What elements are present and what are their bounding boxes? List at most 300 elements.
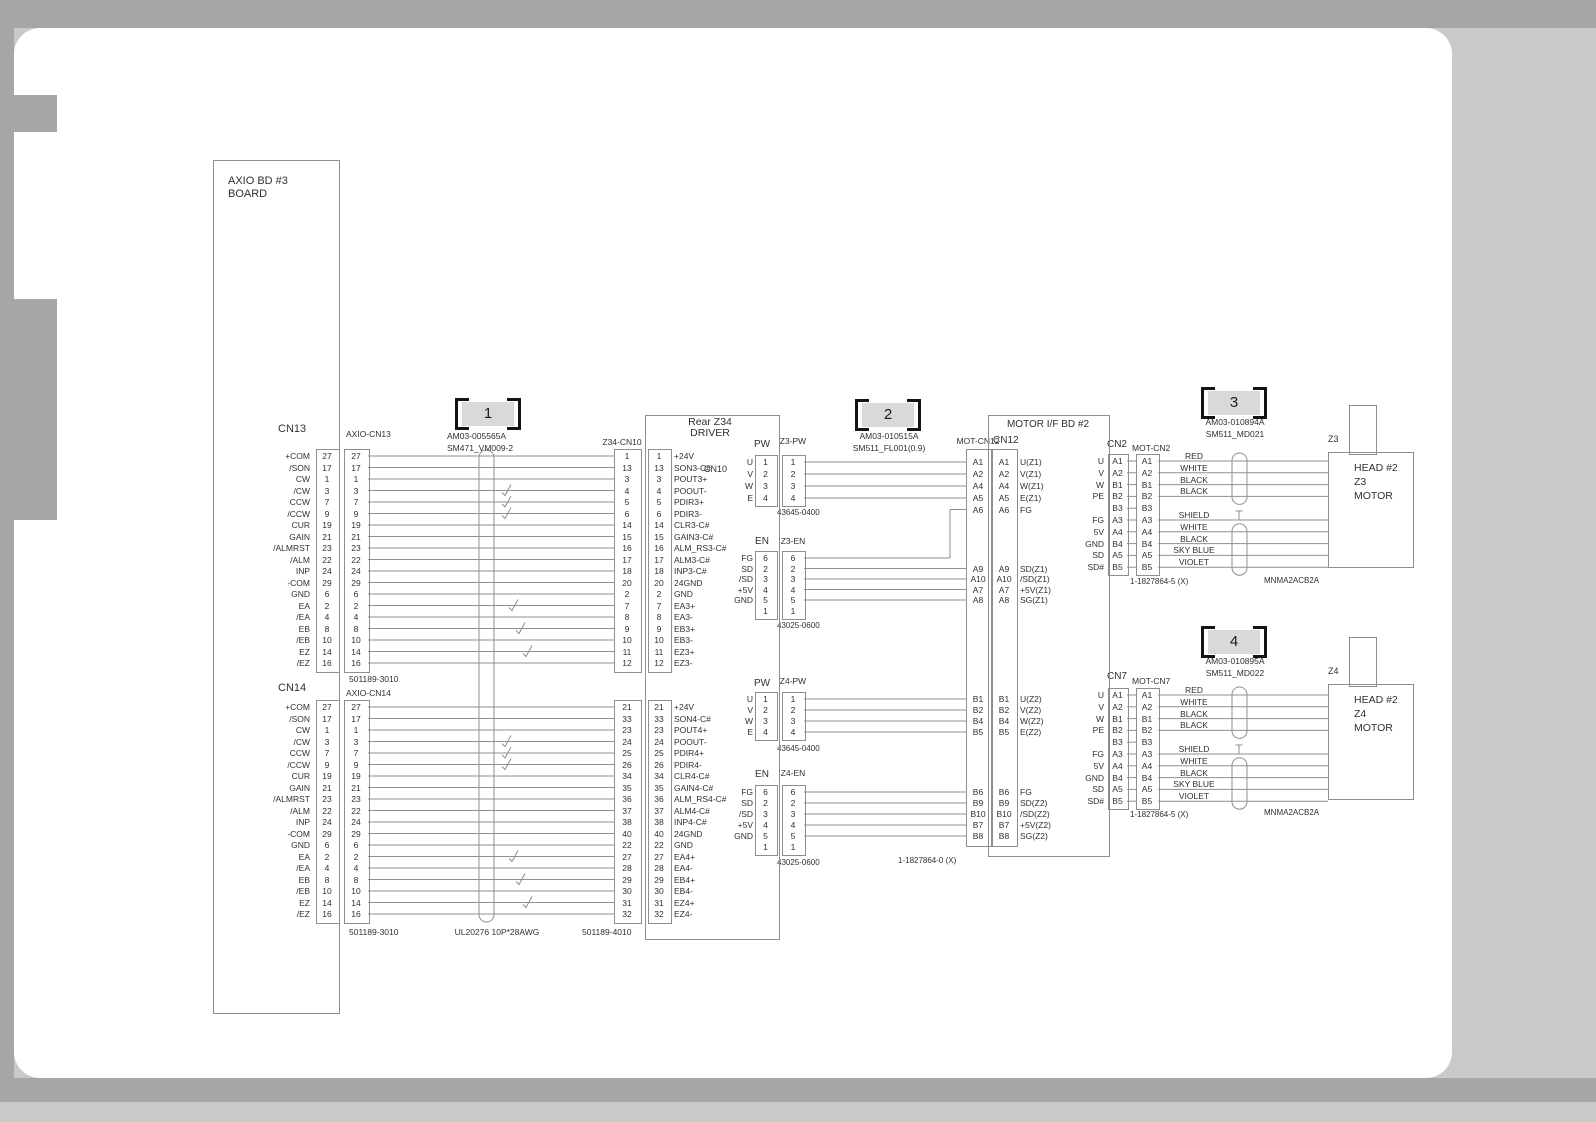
mot-cn-pin-number: A5 (1141, 784, 1153, 795)
cable-3-part2: SM511_MD021 (1205, 429, 1265, 439)
cn-pin-number: A4 (1112, 526, 1123, 537)
z34-cn10-pin-number: 9 (624, 623, 630, 634)
driver-pw-z3-header: PW (753, 439, 771, 450)
mot-cn-pin-number: B4 (1141, 538, 1153, 549)
driver-z4-signal-label: GAIN4-C# (674, 782, 714, 793)
driver-z4-signal-label: POUT4+ (674, 725, 708, 735)
z34-cn10-pin-number: 2 (624, 589, 630, 599)
cn-pin-number: B2 (1112, 491, 1123, 502)
cn14-pin-number: 16 (322, 909, 332, 919)
cn12-pin-number: A4 (998, 481, 1010, 491)
cable-1-part2: SM471_VM009-2 (447, 443, 514, 453)
driver-pin-number: 7 (656, 600, 662, 611)
en-signal-label: GND (734, 595, 753, 605)
wire-color-label: BLACK (1180, 533, 1208, 544)
driver-pin-number: 26 (654, 759, 664, 770)
z4-motor-part: MNMA2ACB2A (1264, 808, 1320, 817)
cn13-signal-label: INP (295, 566, 310, 576)
z3-motor-connector-stub (1349, 405, 1377, 455)
cn12-pin-number: B6 (998, 787, 1010, 797)
cn12-signal-label: W(Z1) (1020, 481, 1044, 491)
pw-pin-number: 3 (763, 481, 768, 491)
cn13-pin-number: 9 (324, 508, 330, 519)
z4-en-pin-number: 4 (790, 820, 796, 830)
cn14-pin-number: 21 (322, 782, 332, 793)
cn13-signal-label: /CW (293, 485, 310, 496)
z3-pw-pin-number: 3 (790, 481, 796, 491)
cn14-signal-label: CCW (289, 748, 310, 758)
z3-label: Z3 (1328, 434, 1339, 444)
cable-1-part1: AM03-005565A (447, 431, 507, 441)
cn13-signal-label: /EB (296, 635, 310, 645)
mot-cn7-header: MOT-CN7 (1132, 676, 1171, 686)
mot-cn7-part: 1-1827864-5 (X) (1130, 810, 1189, 819)
axio-cn13-pin-number: 14 (351, 646, 361, 657)
pw-pin-number: 2 (763, 705, 768, 715)
driver-z4-signal-label: EA4+ (674, 851, 696, 862)
cn14-signal-label: INP (295, 817, 310, 827)
cn12-signal-label: /SD(Z1) (1020, 574, 1050, 584)
cn13-signal-label: EA (298, 600, 310, 611)
z34-cn10-pin-number: 26 (622, 759, 632, 770)
driver-pin-number: 38 (654, 817, 664, 827)
driver-z3-signal-label: CLR3-C# (674, 520, 710, 530)
pw-signal-label: U (746, 457, 753, 467)
cable-2-part1: AM03-010515A (859, 431, 919, 441)
z34-cn10-pin-number: 18 (622, 566, 632, 576)
pw-signal-label: E (747, 493, 753, 503)
driver-en-z4-header: EN (755, 769, 769, 780)
driver-z4-signal-label: EZ4+ (674, 897, 695, 908)
cn-pin-number: A2 (1112, 467, 1123, 478)
en-pin-number: 4 (763, 820, 768, 830)
z34-cn10-pin-number: 38 (622, 817, 632, 827)
axio-cn13-pin-number: 8 (353, 623, 359, 634)
axio-cn14-pin-number: 21 (351, 782, 361, 793)
driver-z3-signal-label: EZ3- (674, 658, 693, 668)
axio-cn14-pin-number: 24 (351, 817, 361, 827)
cn12-signal-label: FG (1020, 504, 1032, 515)
cn12-signal-label: SD(Z2) (1020, 798, 1048, 808)
mot-cn-pin-number: B5 (1141, 796, 1153, 807)
cn-signal-label: FG (1092, 515, 1104, 525)
cn14-pin-number: 6 (324, 840, 330, 850)
z3-en-pin-number: 1 (790, 605, 796, 616)
axio-cn14-pin-number: 4 (353, 863, 359, 873)
scan-top-band (0, 0, 1596, 28)
cn14-pin-number: 22 (322, 805, 332, 816)
cn-signal-label: V (1098, 467, 1104, 478)
cn14-signal-label: /EZ (296, 909, 310, 919)
en-pin-number: 3 (763, 574, 768, 584)
cable-4-tag (1208, 630, 1260, 654)
cn14-signal-label: EA (298, 851, 310, 862)
cable-2-number: 2 (883, 406, 893, 423)
wire-color-label: RED (1185, 451, 1203, 461)
z34-cn10-pin-number: 15 (622, 531, 632, 542)
cn7-header: CN7 (1106, 671, 1127, 682)
cn14-pin-number: 9 (324, 759, 330, 770)
cn13-pin-number: 10 (322, 635, 332, 645)
z4-pw-pin-number: 4 (790, 727, 796, 737)
axio-cn14-pin-number: 6 (353, 840, 359, 850)
z3-en-header: Z3-EN (780, 536, 806, 546)
cn13-signal-label: /CCW (287, 508, 310, 519)
driver-pin-number: 17 (654, 554, 664, 565)
cn13-part-number: 501189-3010 (349, 674, 399, 684)
cn-pin-number: B5 (1112, 562, 1123, 573)
driver-pin-number: 29 (654, 874, 664, 885)
wire-color-label: SHIELD (1178, 744, 1210, 754)
en-pin-number: 6 (763, 553, 768, 563)
cable-4-part1: AM03-010895A (1205, 656, 1265, 666)
cn14-pin-number: 8 (324, 874, 330, 885)
driver-z4-signal-label: POOUT- (674, 736, 707, 747)
mot-cn12-pin-number: B10 (970, 809, 986, 819)
cn13-signal-label: CUR (291, 520, 310, 530)
driver-pin-number: 14 (654, 520, 664, 530)
z34-cn10-pin-number: 31 (622, 897, 632, 908)
z4-motor-connector-stub (1349, 637, 1377, 687)
driver-z4-signal-label: ALM4-C# (674, 805, 710, 816)
wire-color-label: SKY BLUE (1173, 545, 1215, 556)
scan-left-tab-small (0, 95, 57, 132)
z3-en-pin-number: 2 (790, 563, 796, 574)
axio-cn14-pin-number: 3 (353, 736, 359, 747)
z3-motor-part: MNMA2ACB2A (1264, 576, 1320, 585)
cn12-signal-label: U(Z1) (1020, 457, 1042, 467)
driver-pin-number: 3 (656, 474, 662, 484)
z3-pw-pin-number: 2 (790, 469, 796, 479)
driver-cn10-label: CN10 (704, 464, 728, 474)
cn-signal-label: SD (1092, 550, 1104, 561)
cn12-signal-label: U(Z2) (1020, 694, 1042, 704)
mot-cn-pin-number: A5 (1141, 550, 1153, 561)
cn-signal-label: 5V (1093, 760, 1104, 771)
mot-cn-pin-number: A3 (1141, 515, 1153, 525)
driver-pin-number: 4 (656, 485, 662, 496)
en-signal-label: /SD (738, 574, 753, 584)
bracket-right-icon (507, 398, 521, 430)
cn13-signal-label: /ALMRST (273, 543, 310, 553)
driver-pin-number: 31 (654, 897, 664, 908)
cn-pin-number: B5 (1112, 796, 1123, 807)
driver-z3-signal-label: +24V (674, 451, 695, 461)
driver-z3-signal-label: EA3- (674, 612, 693, 622)
axio-cn14-pin-number: 14 (351, 897, 361, 908)
pw-pin-number: 3 (763, 716, 768, 726)
driver-pin-number: 24 (654, 736, 664, 747)
cn14-signal-label: EB (298, 874, 310, 885)
axio-cn13-pin-number: 23 (351, 543, 361, 553)
cn14-pin-number: 19 (322, 771, 332, 781)
driver-pin-number: 30 (654, 886, 664, 896)
cn13-signal-label: GND (291, 589, 310, 599)
en-pin-number: 2 (763, 563, 768, 574)
cn14-pin-number: 27 (322, 702, 332, 712)
z34-cn10-pin-number: 24 (622, 736, 632, 747)
pw-pin-number: 2 (763, 469, 768, 479)
mot-cn-pin-number: A1 (1141, 456, 1153, 466)
axio-cn14-pin-number: 23 (351, 794, 361, 804)
mot-cn12-part: 1-1827864-0 (X) (898, 856, 957, 865)
cn13-pin-number: 2 (324, 600, 330, 611)
wire-color-label: BLACK (1180, 486, 1208, 497)
cn-pin-number: A3 (1112, 749, 1123, 759)
en-signal-label: +5V (737, 584, 753, 595)
z34-cn10-pin-number: 4 (624, 485, 630, 496)
mot-cn12-pin-number: A10 (970, 574, 986, 584)
z4-en-pin-number: 6 (790, 787, 796, 797)
cn13-signal-label: EZ (299, 646, 310, 657)
driver-z3-signal-label: GND (674, 589, 693, 599)
z34-cn10-pin-number: 36 (622, 794, 632, 804)
cn-signal-label: PE (1092, 491, 1104, 502)
cn-signal-label: W (1095, 479, 1104, 490)
cn-pin-number: B3 (1112, 737, 1123, 748)
cn12-pin-number: A10 (996, 574, 1012, 584)
driver-z3-signal-label: ALM3-C# (674, 554, 710, 565)
driver-pw-z4-header: PW (753, 678, 771, 689)
pw-signal-label: W (744, 481, 753, 491)
z34-cn10-pin-number: 5 (624, 497, 630, 507)
mot-cn12-pin-number: B8 (972, 831, 984, 841)
driver-z4-signal-label: PDIR4+ (674, 748, 704, 758)
driver-pin-number: 22 (654, 840, 664, 850)
z3-pw-header: Z3-PW (779, 436, 807, 446)
z3-en-pin-number: 4 (790, 584, 796, 595)
axio-cn13-pin-number: 16 (351, 658, 361, 668)
cn14-pin-number: 17 (322, 713, 332, 724)
z4-pw-part: 43645-0400 (777, 744, 820, 753)
driver-pin-number: 8 (656, 612, 662, 622)
z4-pw-pin-number: 1 (790, 694, 796, 704)
cn-signal-label: PE (1092, 725, 1104, 736)
cn14-signal-label: CW (295, 725, 310, 735)
z3-motor-text-1: HEAD #2 (1354, 462, 1398, 474)
cn12-header: CN12 (993, 435, 1019, 446)
cable-1-tag (462, 402, 514, 426)
cn-pin-number: A4 (1112, 760, 1123, 771)
cn14-signal-label: -COM (287, 828, 310, 839)
bracket-right-icon (907, 399, 921, 431)
en-pin-number: 4 (763, 584, 768, 595)
wire-color-label: RED (1185, 685, 1203, 695)
z34-cn10-pin-number: 25 (622, 748, 632, 758)
cn-signal-label: GND (1085, 772, 1104, 783)
driver-pin-number: 27 (654, 851, 664, 862)
driver-pin-number: 28 (654, 863, 664, 873)
driver-z4-signal-label: PDIR4- (674, 759, 702, 770)
cn13-pin-number: 22 (322, 554, 332, 565)
z34-cn10-pin-number: 6 (624, 508, 630, 519)
pw-signal-label: V (747, 469, 753, 479)
cn-signal-label: GND (1085, 538, 1104, 549)
cn12-signal-label: SG(Z1) (1020, 595, 1048, 605)
driver-z4-signal-label: EB4- (674, 886, 693, 896)
cable-3-number: 3 (1229, 394, 1239, 411)
mot-cn12-pin-number: A4 (972, 481, 984, 491)
cn-signal-label: SD (1092, 784, 1104, 795)
cn12-signal-label: W(Z2) (1020, 716, 1044, 726)
axio-cn13-header: AXIO-CN13 (346, 429, 391, 439)
mot-cn-pin-number: A2 (1141, 467, 1153, 478)
cn14-signal-label: /CCW (287, 759, 310, 770)
driver-z4-signal-label: 24GND (674, 828, 703, 839)
cn13-header: CN13 (278, 423, 307, 435)
cn14-signal-label: +COM (285, 702, 310, 712)
z3-en-part: 43025-0600 (777, 621, 820, 630)
axio-cn13-pin-number: 3 (353, 485, 359, 496)
driver-z4-signal-label: EZ4- (674, 909, 693, 919)
z34-cn10-pin-number: 7 (624, 600, 630, 611)
z4-en-part: 43025-0600 (777, 858, 820, 867)
driver-pin-number: 23 (654, 725, 664, 735)
pw-signal-label: U (746, 694, 753, 704)
z34-cn10-pin-number: 12 (622, 658, 632, 668)
z34-cn10-part-number: 501189-4010 (582, 927, 632, 937)
cn13-signal-label: EB (298, 623, 310, 634)
cn13-pin-number: 17 (322, 462, 332, 473)
cn13-pin-number: 27 (322, 451, 332, 461)
z34-cn10-pin-number: 34 (622, 771, 632, 781)
z34-cn10-pin-number: 10 (622, 635, 632, 645)
board-title-line2: BOARD (228, 188, 268, 200)
z34-cn10-pin-number: 37 (622, 805, 632, 816)
driver-z4-signal-label: INP4-C# (674, 817, 707, 827)
en-signal-label: FG (741, 553, 753, 563)
cn13-pin-number: 23 (322, 543, 332, 553)
z3-motor-box (1328, 452, 1414, 568)
en-pin-number: 1 (763, 605, 768, 616)
z34-cn10-pin-number: 11 (622, 646, 632, 657)
driver-z3-signal-label: EB3- (674, 635, 693, 645)
cn13-signal-label: CW (295, 474, 310, 484)
z34-cn10-header: Z34-CN10 (602, 437, 642, 447)
cn14-signal-label: /CW (293, 736, 310, 747)
driver-pin-number: 20 (654, 577, 664, 588)
z34-cn10-pin-number: 30 (622, 886, 632, 896)
mot-cn2-part: 1-1827864-5 (X) (1130, 577, 1189, 586)
driver-pin-number: 5 (656, 497, 662, 507)
z4-motor-text-1: HEAD #2 (1354, 694, 1398, 706)
driver-pin-number: 40 (654, 828, 664, 839)
driver-pin-number: 2 (656, 589, 662, 599)
mot-cn12-pin-number: B4 (972, 716, 984, 726)
cn13-signal-label: GAIN (289, 531, 310, 542)
z4-label: Z4 (1328, 666, 1339, 676)
cn-pin-number: B3 (1112, 503, 1123, 514)
cn14-pin-number: 7 (324, 748, 330, 758)
z3-motor-text-2: Z3 (1354, 476, 1367, 488)
cn14-signal-label: /SON (289, 713, 310, 724)
wire-color-label: SHIELD (1178, 510, 1210, 520)
z4-pw-pin-number: 2 (790, 705, 796, 715)
pw-signal-label: W (744, 716, 753, 726)
driver-pin-number: 32 (654, 909, 664, 919)
mot-cn12-pin-number: A1 (972, 457, 984, 467)
z34-cn10-pin-number: 33 (622, 713, 632, 724)
driver-z4-signal-label: SON4-C# (674, 713, 711, 724)
cn12-signal-label: E(Z1) (1020, 493, 1042, 503)
mot-cn-pin-number: B2 (1141, 491, 1153, 502)
z34-cn10-pin-number: 17 (622, 554, 632, 565)
axio-cn14-pin-number: 17 (351, 713, 361, 724)
z4-en-pin-number: 2 (790, 798, 796, 808)
driver-z4-signal-label: ALM_RS4-C# (674, 794, 727, 804)
cn-pin-number: A1 (1112, 456, 1123, 466)
z4-motor-text-2: Z4 (1354, 708, 1367, 720)
mot-cn12-pin-number: B9 (972, 798, 984, 808)
driver-pin-number: 37 (654, 805, 664, 816)
cn14-pin-number: 4 (324, 863, 330, 873)
z34-cn10-pin-number: 20 (622, 577, 632, 588)
cn13-signal-label: /EZ (296, 658, 310, 668)
cn12-pin-number: A9 (998, 563, 1010, 574)
cn14-signal-label: /ALM (290, 805, 310, 816)
driver-pin-number: 35 (654, 782, 664, 793)
axio-cn13-pin-number: 9 (353, 508, 359, 519)
axio-cn13-pin-number: 24 (351, 566, 361, 576)
cn-signal-label: 5V (1093, 526, 1104, 537)
driver-pin-number: 9 (656, 623, 662, 634)
z34-cn10-pin-number: 13 (622, 462, 632, 473)
z34-cn10-pin-number: 16 (622, 543, 632, 553)
cn12-pin-number: A2 (998, 469, 1010, 479)
z34-cn10-pin-number: 35 (622, 782, 632, 793)
z4-pw-pin-number: 3 (790, 716, 796, 726)
axio-cn13-pin-number: 2 (353, 600, 359, 611)
cn13-signal-label: -COM (287, 577, 310, 588)
cn13-pin-number: 29 (322, 577, 332, 588)
axio-cn14-pin-number: 19 (351, 771, 361, 781)
cn13-pin-number: 21 (322, 531, 332, 542)
cn12-signal-label: FG (1020, 787, 1032, 797)
driver-pin-number: 11 (654, 646, 664, 657)
axio-cn13-pin-number: 19 (351, 520, 361, 530)
cn-pin-number: B1 (1112, 479, 1123, 490)
axio-cn13-pin-number: 17 (351, 462, 361, 473)
cn-pin-number: A1 (1112, 690, 1123, 700)
driver-pin-number: 25 (654, 748, 664, 758)
z34-cn10-pin-number: 14 (622, 520, 632, 530)
wire-color-label: VIOLET (1178, 791, 1210, 802)
cn14-pin-number: 24 (322, 817, 332, 827)
z34-cn10-pin-number: 29 (622, 874, 632, 885)
driver-z3-signal-label: SON3-C# (674, 462, 711, 473)
cn-pin-number: B1 (1112, 713, 1123, 724)
z3-en-pin-number: 6 (790, 553, 796, 563)
z34-cn10-pin-number: 27 (622, 851, 632, 862)
cn12-signal-label: +5V(Z1) (1020, 584, 1051, 595)
driver-pin-number: 33 (654, 713, 664, 724)
axio-cn14-header: AXIO-CN14 (346, 688, 391, 698)
pw-pin-number: 4 (763, 493, 768, 503)
driver-pin-number: 21 (654, 702, 664, 712)
cn-pin-number: A2 (1112, 701, 1123, 712)
z4-en-pin-number: 1 (790, 842, 796, 852)
cn12-pin-number: A1 (998, 457, 1010, 467)
z4-motor-box (1328, 684, 1414, 800)
cable-3-part1: AM03-010894A (1205, 417, 1265, 427)
cn12-signal-label: V(Z2) (1020, 705, 1042, 715)
driver-z3-signal-label: EB3+ (674, 623, 696, 634)
axio-cn13-pin-number: 27 (351, 451, 361, 461)
mot-cn-pin-number: B1 (1141, 479, 1153, 490)
wire-color-label: BLACK (1180, 474, 1208, 485)
scan-left-tab-large (0, 299, 57, 520)
driver-pin-number: 10 (654, 635, 664, 645)
